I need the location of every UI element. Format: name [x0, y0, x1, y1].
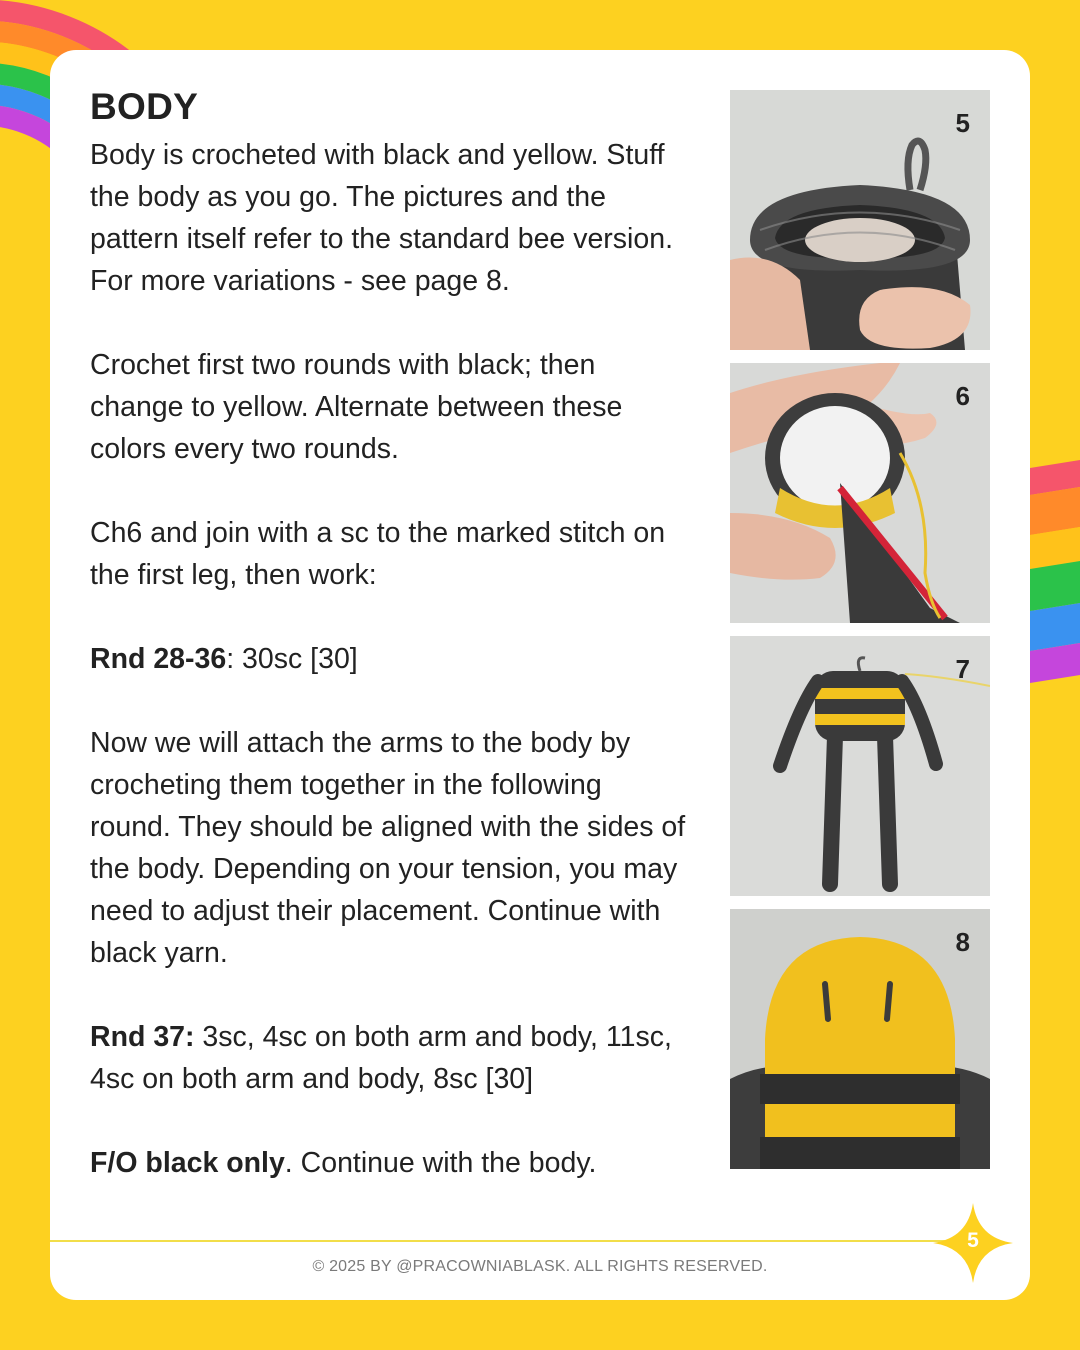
round-28-36-instruction [90, 638, 690, 680]
stuffing-body-illustration [730, 363, 990, 623]
yellow-bee-head-illustration [730, 909, 990, 1169]
copyright-notice: © 2025 BY @PRACOWNIABLASK. ALL RIGHTS RESERVED. [312, 1258, 768, 1275]
round-text: : 30sc [30] [226, 643, 358, 675]
arms-attachment-paragraph: Now we will attach the arms to the body by crocheting them together in the following round. They should be aligned with the sides of the body. Depending on your tension, you may need to adjust their placement. Continue with black yarn. [90, 727, 686, 969]
round-37-instruction [90, 1016, 690, 1100]
step-photo-8 [730, 909, 990, 1169]
step-photo-7 [730, 636, 990, 896]
content-card [50, 50, 1030, 1300]
rainbow-decoration-right [1030, 460, 1080, 690]
footer-divider [50, 1240, 950, 1242]
photo-number: 5 [955, 108, 970, 138]
bee-body-with-limbs-illustration [730, 636, 990, 896]
step-photos [730, 90, 990, 1182]
fasten-off-label: F/O black only [90, 1147, 285, 1179]
fasten-off-text: . Continue with the body. [284, 1147, 597, 1179]
intro-paragraph: Body is crocheted with black and yellow. Stuff the body as you go. The pictures and the pattern itself refer to the standard bee version. For more variations - see page 8. [90, 139, 673, 297]
join-paragraph: Ch6 and join with a sc to the marked stitch on the first leg, then work: [90, 517, 666, 591]
step-photo-6 [730, 363, 990, 623]
page-number-badge [933, 1203, 1013, 1283]
black-crochet-tube-illustration [730, 90, 990, 350]
color-alternation-paragraph: Crochet first two rounds with black; then change to yellow. Alternate between these colors every two rounds. [90, 349, 623, 465]
photo-number: 8 [955, 927, 970, 957]
round-label: Rnd 37: [90, 1021, 195, 1053]
photo-number: 7 [955, 654, 970, 684]
step-photo-5 [730, 90, 990, 350]
fasten-off-instruction [90, 1142, 690, 1184]
section-title: BODY [90, 86, 199, 127]
page-number: 5 [967, 1229, 979, 1252]
round-text: 3sc, 4sc on both arm and body, 11sc, 4sc on both arm and body, 8sc [30] [90, 1021, 672, 1095]
instructions-text [90, 134, 690, 1184]
photo-number: 6 [955, 381, 970, 411]
round-label: Rnd 28-36 [90, 643, 227, 675]
